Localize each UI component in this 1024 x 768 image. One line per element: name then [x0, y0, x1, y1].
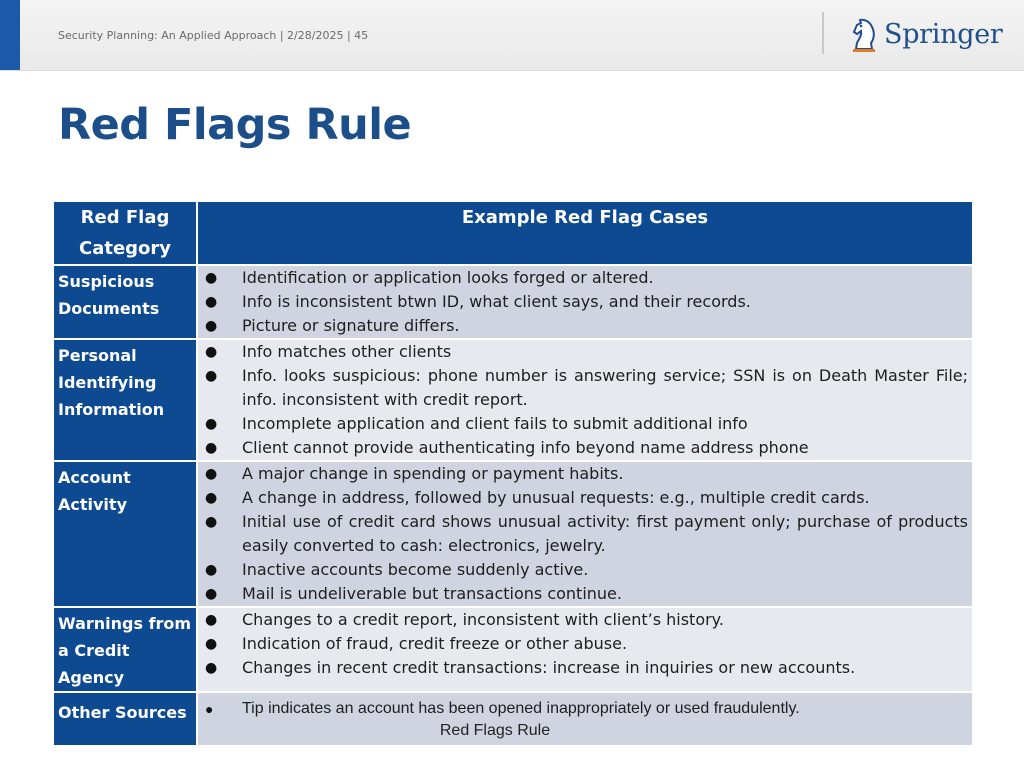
springer-logo	[850, 14, 1002, 54]
list-item: ● Info is inconsistent btwn ID, what client says, and their records.	[202, 290, 968, 314]
row-category: Personal Identifying Information	[53, 339, 197, 461]
table-row	[53, 692, 973, 746]
bullet-icon: ●	[205, 318, 218, 334]
row-category: Warnings from a Credit Agency	[53, 607, 197, 692]
list-item: ● Changes to a credit report, inconsistent with client’s history.	[202, 608, 968, 632]
bullet-icon: ●	[205, 344, 218, 360]
slide-header	[0, 0, 1024, 71]
bullet-icon: ●	[205, 701, 214, 717]
bullet-icon: ●	[205, 612, 218, 628]
bullet-icon: ●	[205, 490, 218, 506]
list-item: ● Tip indicates an account has been opened inappropriately or used fraudulently.	[202, 697, 968, 721]
table-row	[53, 461, 973, 607]
list-item: ● A major change in spending or payment habits.	[202, 462, 968, 486]
table-row	[53, 339, 973, 461]
row-cases	[197, 461, 973, 607]
bullet-icon: ●	[205, 416, 218, 432]
logo-text: Springer	[884, 18, 1003, 50]
list-item: ● Picture or signature differs.	[202, 314, 968, 338]
list-item: ● Mail is undeliverable but transactions continue.	[202, 582, 968, 606]
page-title: Red Flags Rule	[58, 100, 412, 150]
logo-divider	[822, 12, 824, 54]
list-item: ● Changes in recent credit transactions: increase in inquiries or new accounts.	[202, 656, 968, 680]
list-item: ● Info. looks suspicious: phone number is answering service; SSN is on Death Master File; info. inconsistent with credit report.	[205, 366, 968, 409]
bullet-icon: ●	[205, 660, 218, 676]
row-cases	[197, 265, 973, 339]
bullet-icon: ●	[205, 368, 218, 384]
bullet-icon: ●	[205, 636, 218, 652]
bullet-icon: ●	[205, 294, 218, 310]
red-flags-table	[52, 200, 974, 747]
header-accent-bar	[0, 0, 20, 70]
table-header-row	[53, 201, 973, 265]
list-item: ● Client cannot provide authenticating info beyond name address phone	[202, 436, 968, 460]
row-category: Suspicious Documents	[53, 265, 197, 339]
row-cases	[197, 692, 973, 746]
row-cases	[197, 339, 973, 461]
row-category: Other Sources	[53, 692, 197, 746]
chess-knight-icon	[850, 15, 878, 53]
list-item: ● Initial use of credit card shows unusual activity: first payment only; purchase of products easily converted to cash: electronics, jewelry.	[205, 512, 968, 555]
bullet-icon: ●	[205, 586, 218, 602]
list-item: ● Indication of fraud, credit freeze or other abuse.	[202, 632, 968, 656]
list-item: ● Info matches other clients	[202, 340, 968, 364]
bullet-icon: ●	[205, 562, 218, 578]
list-item: ● Incomplete application and client fails to submit additional info	[202, 412, 968, 436]
list-item: ● Identification or application looks forged or altered.	[202, 266, 968, 290]
table-row	[53, 265, 973, 339]
bullet-icon: ●	[205, 466, 218, 482]
header-footer-text: Security Planning: An Applied Approach | 2/28/2025 | 45	[58, 29, 369, 42]
row-category: Account Activity	[53, 461, 197, 607]
row-cases	[197, 607, 973, 692]
table-caption: Red Flags Rule	[439, 722, 551, 739]
bullet-icon: ●	[205, 440, 218, 456]
column-header-cases: Example Red Flag Cases	[197, 201, 973, 265]
bullet-icon: ●	[205, 270, 218, 286]
table-row	[53, 607, 973, 692]
bullet-icon: ●	[205, 514, 218, 530]
list-item: ● Inactive accounts become suddenly active.	[202, 558, 968, 582]
column-header-category: Red Flag Category	[53, 201, 197, 265]
list-item: ● A change in address, followed by unusual requests: e.g., multiple credit cards.	[202, 486, 968, 510]
